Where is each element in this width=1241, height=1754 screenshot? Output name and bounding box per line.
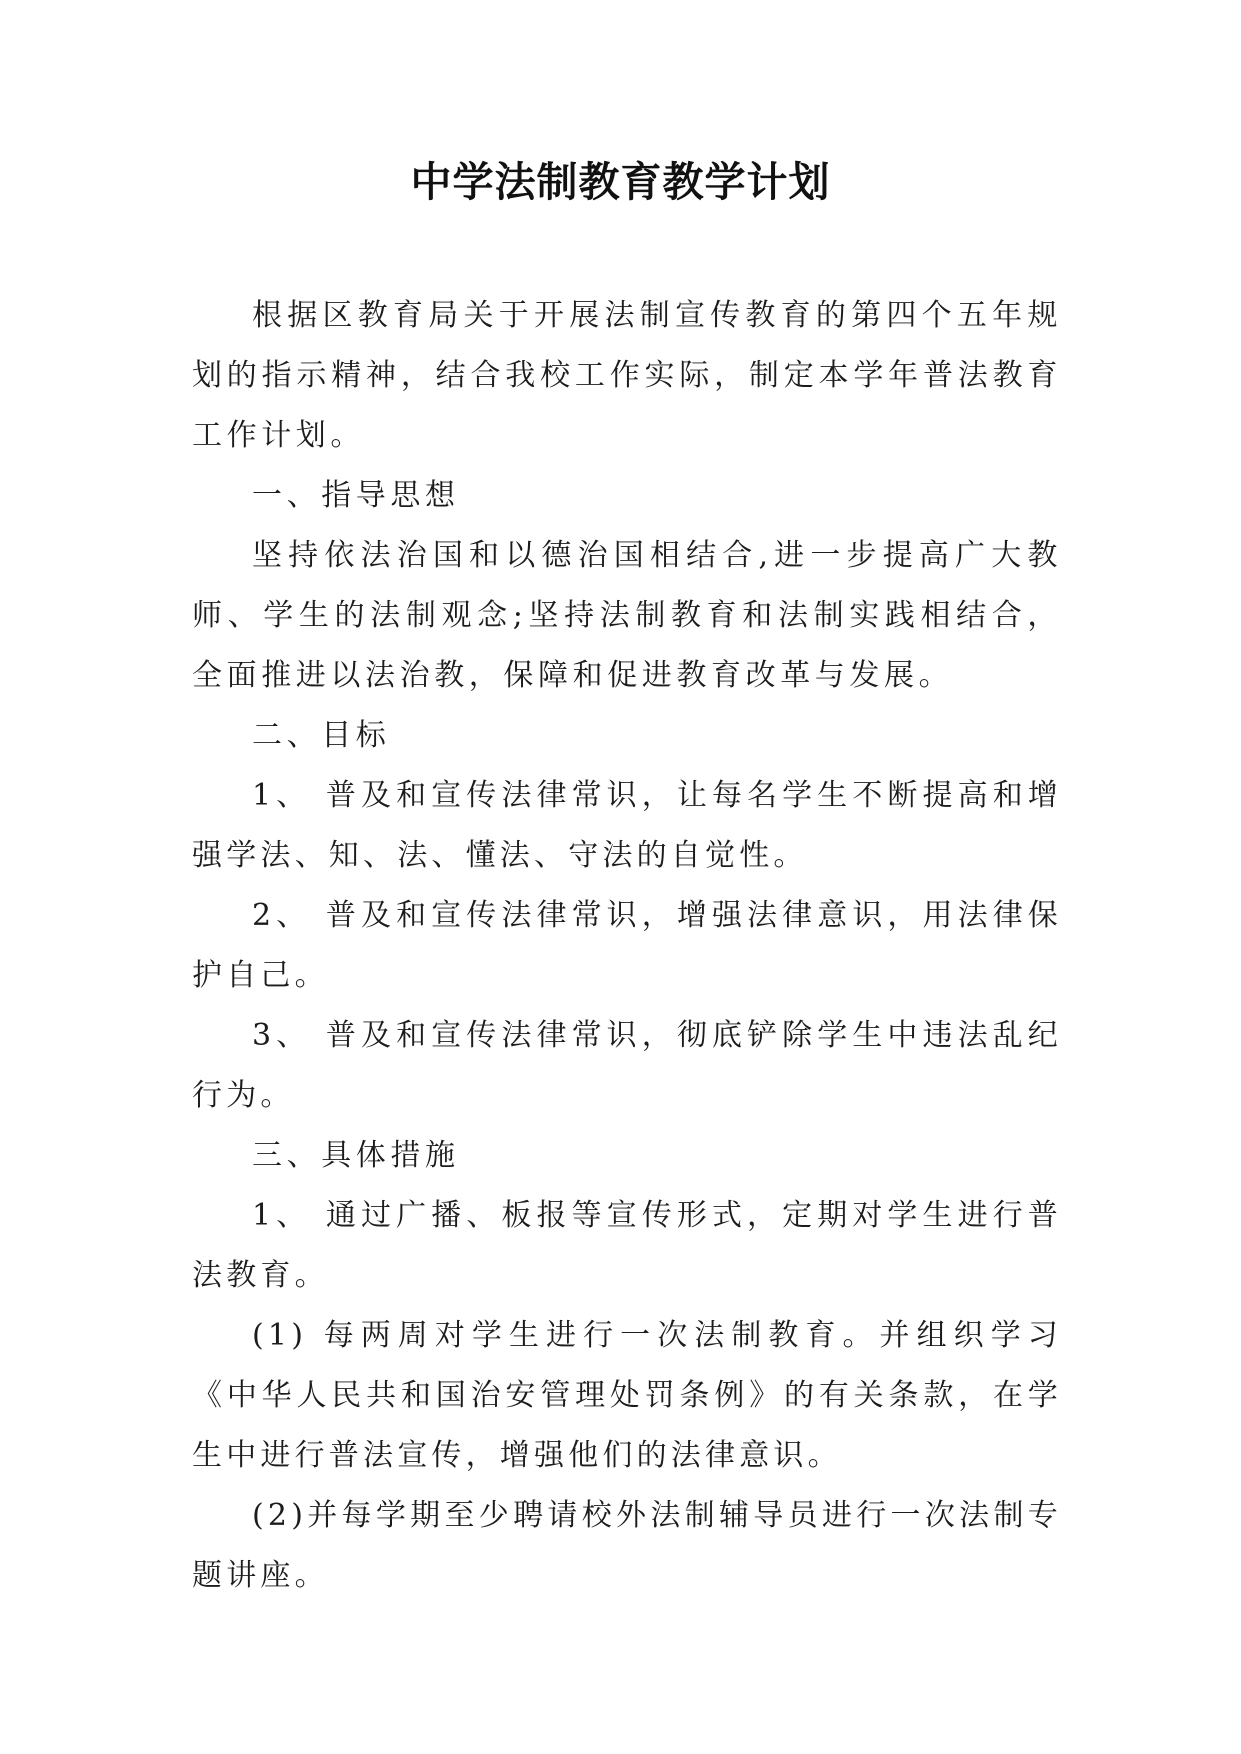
section-heading-guiding-ideology: 一、指导思想 — [252, 478, 460, 513]
goal-item-2: 2、 普及和宣传法律常识，增强法律意识，用法律保护自己。 — [192, 898, 1062, 993]
measure-subitem-1: (1) 每两周对学生进行一次法制教育。并组织学习《中华人民共和国治安管理处罚条例》的有关条款，在学生中进行普法宣传，增强他们的法律意识。 — [192, 1318, 1062, 1473]
document-title: 中学法制教育教学计划 — [410, 158, 831, 206]
section-heading-measures: 三、具体措施 — [252, 1138, 460, 1173]
measure-subitem-2: (2)并每学期至少聘请校外法制辅导员进行一次法制专题讲座。 — [192, 1498, 1062, 1593]
guiding-ideology-paragraph: 坚持依法治国和以德治国相结合,进一步提高广大教师、学生的法制观念;坚持法制教育和法制实践相结合，全面推进以法治教，保障和促进教育改革与发展。 — [192, 538, 1062, 693]
intro-paragraph: 根据区教育局关于开展法制宣传教育的第四个五年规划的指示精神，结合我校工作实际，制定本学年普法教育工作计划。 — [192, 298, 1062, 453]
document-body — [192, 286, 1062, 1606]
goal-item-3: 3、 普及和宣传法律常识，彻底铲除学生中违法乱纪行为。 — [192, 1018, 1062, 1113]
goal-item-1: 1、 普及和宣传法律常识，让每名学生不断提高和增强学法、知、法、懂法、守法的自觉性。 — [192, 778, 1062, 873]
measure-item-1: 1、 通过广播、板报等宣传形式，定期对学生进行普法教育。 — [192, 1198, 1062, 1293]
section-heading-goals: 二、目标 — [252, 718, 391, 753]
